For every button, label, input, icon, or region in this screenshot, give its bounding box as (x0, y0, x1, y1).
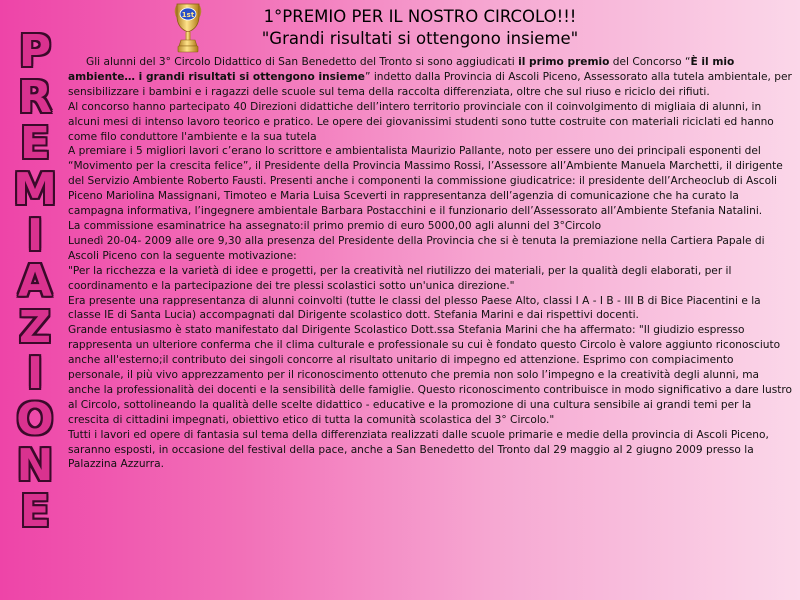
side-letter: P (18, 26, 52, 77)
title-line-2: "Grandi risultati si ottengono insieme" (261, 29, 579, 48)
side-letter: I (26, 210, 44, 261)
side-letter: A (17, 256, 53, 307)
first-prize-highlight: il primo premio (518, 56, 610, 68)
side-letter: Z (19, 302, 51, 353)
paragraph: Era presente una rappresentanza di alunni coinvolti (tutte le classi del plesso Paese Alto, classi I A - I B - III B di Bice Piacentini e la classe IE di Santa Lucia) accompagnati dal Dirigente scolastico dott. Stefania Marini e dai rispettivi docenti. (68, 294, 761, 322)
side-letter: E (19, 118, 51, 169)
paragraph: "Per la ricchezza e la varietà di idee e progetti, per la creatività nel riutilizzo dei materiali, per la qualità degli elaborati, per il coordinamento e la partecipazione dei tre plessi scolastici sotto un'unica direzione." (68, 264, 732, 292)
paragraph: Al concorso hanno partecipato 40 Direzioni didattiche dell’intero territorio provinciale con il coinvolgimento di migliaia di alunni, in alcuni mesi di intenso lavoro teorico e pratico. Le opere dei giovanissimi studenti sono tutte costruite con materiali riciclati ed hanno come filo conduttore l'ambiente e la sua tutela (68, 100, 774, 143)
side-letter: E (19, 486, 51, 537)
side-letter: R (18, 72, 52, 123)
title-line-1: 1°PREMIO PER IL NOSTRO CIRCOLO!!! (263, 7, 577, 26)
side-letter: M (13, 164, 57, 215)
paragraph: Grande entusiasmo è stato manifestato dal Dirigente Scolastico Dott.ssa Stefania Marini che ha affermato: "Il giudizio espresso rappresenta un ulteriore conferma che il clima culturale e professionale su cui è fondato questo Circolo è valore aggiunto riconosciuto anche all'esterno;il contributo dei singoli concorre al risultato unitario di impegno ed attenzione. Esprimo con compiacimento personale, il più vivo apprezzamento per il riconoscimento ottenuto che premia non solo l’impegno e la creatività degli alunni, ma anche la professionalità dei docenti e la sensibilità delle famiglie. Questo riconoscimento contribuisce in modo significativo a dare lustro al Circolo, sottolineando la qualità delle scelte didattico - educative e la promozione di una cultura sensibile ai grandi temi per la crescita di cittadini impegnati, obiettivo etico di tutta la comunità scolastica del 3° Circolo." (68, 324, 792, 426)
side-letter: N (16, 440, 54, 491)
paragraph: A premiare i 5 migliori lavori c’erano lo scrittore e ambientalista Maurizio Pallante, noto per essere uno dei principali esponenti del “Movimento per la crescita felice”, il Presidente della Provincia Massimo Rossi, l’Assessore all’Ambiente Manuela Marchetti, il dirigente del Servizio Ambiente Roberto Fausti. Presenti anche i componenti la commissione giudicatrice: il presidente dell’Archeoclub di Ascoli Piceno Mariolina Massignani, Timoteo e Maria Luisa Sceverti in rappresentanza dell’agenzia di comunicazione che ha curato la campagna informativa, l’ingegnere ambientale Barbara Postacchini e il funzionario dell’Assessorato all’Ambiente Stefania Natalini. (68, 145, 783, 218)
paragraph: Lunedì 20-04- 2009 alle ore 9,30 alla presenza del Presidente della Provincia che si è tenuta la premiazione nella Cartiera Papale di Ascoli Piceno con la seguente motivazione: (68, 234, 765, 262)
trophy-label: 1st (181, 11, 195, 19)
contest-name: È il mio ambiente… i grandi risultati si ottengono insieme (68, 56, 735, 83)
article-body (68, 55, 792, 472)
page-title (200, 6, 640, 50)
side-letter: I (26, 348, 44, 399)
intro-paragraph: Gli alunni del 3° Circolo Didattico di San Benedetto del Tronto si sono aggiudicati il primo premio del Concorso “È il mio ambiente… i grandi risultati si ottengono insieme” indetto dalla Provincia di Ascoli Piceno, Assessorato alla tutela ambientale, per sensibilizzare i bambini e i ragazzi delle scuole sul tema della raccolta differenziata, oltre che sul riuso e riciclo dei rifiuti. (68, 56, 792, 98)
paragraph: La commissione esaminatrice ha assegnato:il primo premio di euro 5000,00 agli alunni del 3°Circolo (68, 219, 602, 232)
paragraph: Tutti i lavori ed opere di fantasia sul tema della differenziata realizzati dalle scuole primarie e medie della provincia di Ascoli Piceno, saranno esposti, in occasione del festival della pace, anche a San Benedetto del Tronto dal 29 maggio al 2 giugno 2009 presso la Palazzina Azzurra. (68, 428, 769, 471)
side-letter: O (16, 394, 54, 445)
